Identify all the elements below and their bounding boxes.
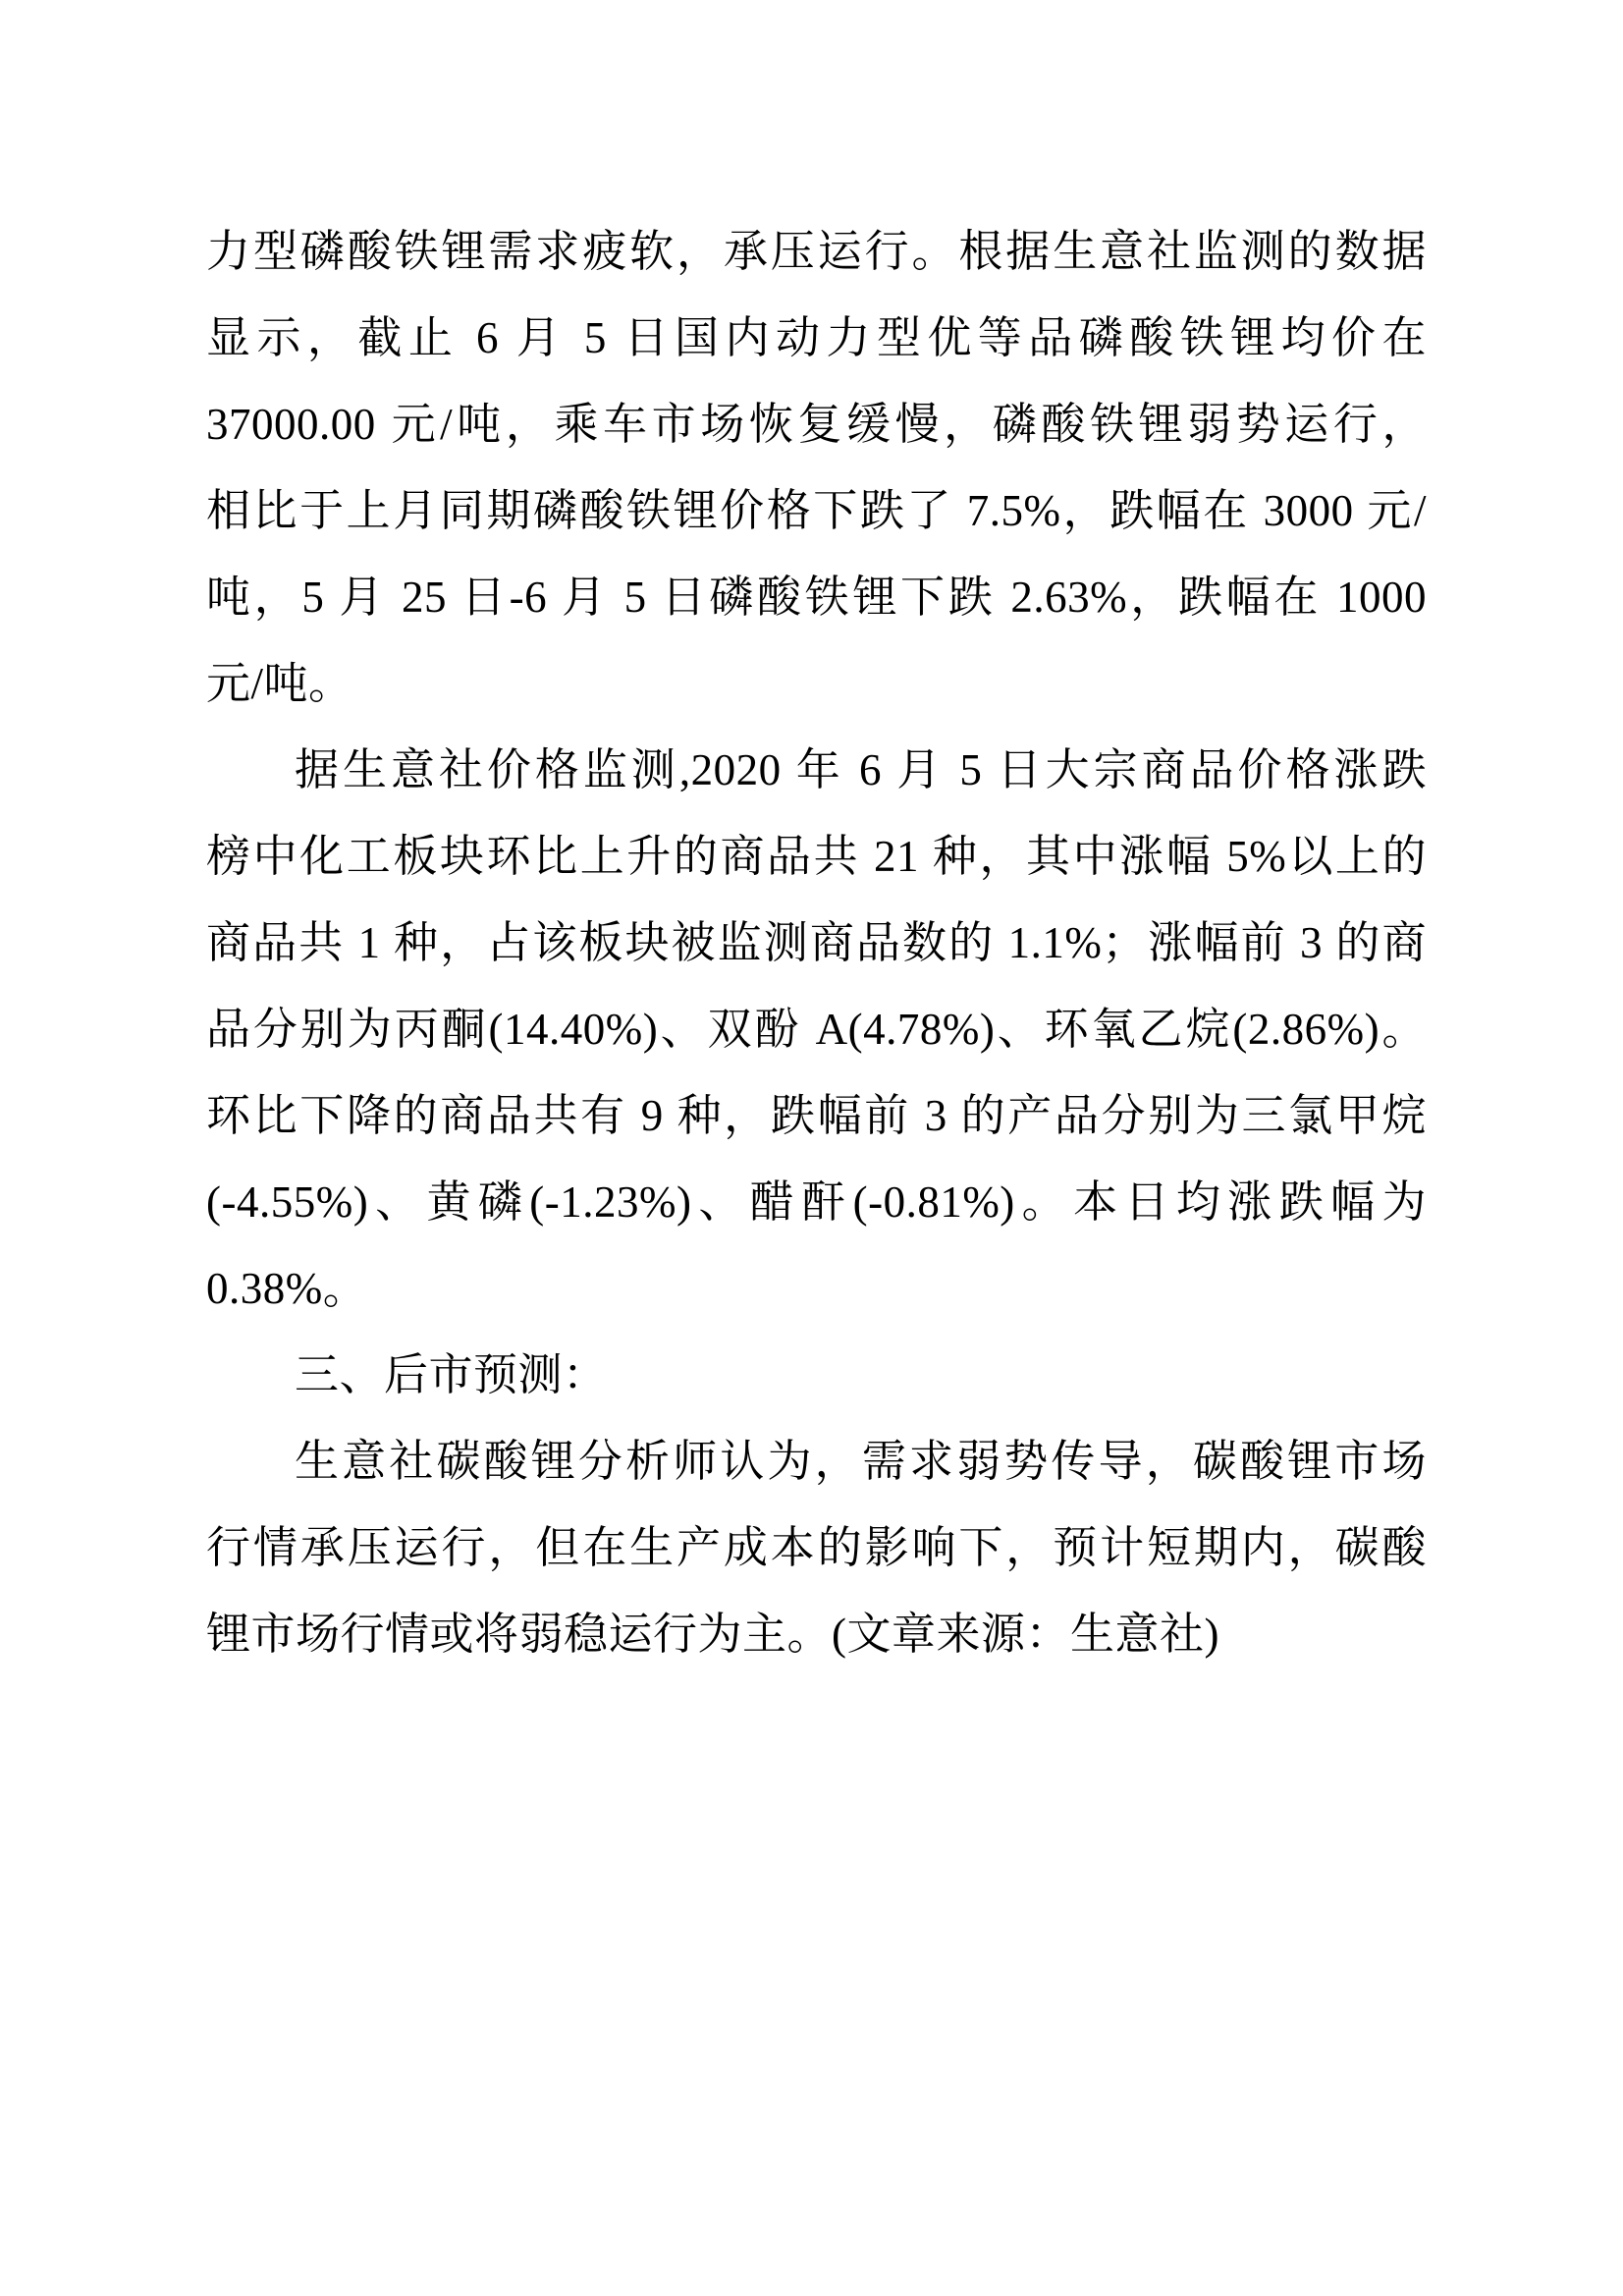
text-line: 元/吨。 [206, 659, 353, 708]
paragraph [206, 1332, 1427, 1418]
text-line: 显示，截止 6 月 5 日国内动力型优等品磷酸铁锂均价在 [206, 313, 1427, 362]
text-line: 据生意社价格监测,2020 年 6 月 5 日大宗商品价格涨跌 [295, 745, 1427, 794]
document-body [206, 208, 1427, 1677]
paragraph [206, 1418, 1427, 1677]
paragraph [206, 727, 1427, 1332]
text-line: 0.38%。 [206, 1264, 368, 1313]
text-line: 三、后市预测： [295, 1350, 608, 1399]
text-line: (-4.55%)、黄磷(-1.23%)、醋酐(-0.81%)。本日均涨跌幅为 [206, 1177, 1427, 1227]
text-line: 商品共 1 种，占该板块被监测商品数的 1.1%；涨幅前 3 的商 [206, 918, 1427, 967]
text-line: 相比于上月同期磷酸铁锂价格下跌了 7.5%，跌幅在 3000 元/ [206, 486, 1427, 535]
text-line: 品分别为丙酮(14.40%)、双酚 A(4.78%)、环氧乙烷(2.86%)。 [206, 1005, 1427, 1054]
text-line: 生意社碳酸锂分析师认为，需求弱势传导，碳酸锂市场 [295, 1437, 1427, 1486]
text-line: 吨，5 月 25 日-6 月 5 日磷酸铁锂下跌 2.63%，跌幅在 1000 [206, 573, 1427, 622]
text-line: 行情承压运行，但在生产成本的影响下，预计短期内，碳酸 [206, 1523, 1427, 1572]
text-line: 37000.00 元/吨，乘车市场恢复缓慢，磷酸铁锂弱势运行， [206, 400, 1427, 449]
paragraph [206, 208, 1427, 727]
text-line: 力型磷酸铁锂需求疲软，承压运行。根据生意社监测的数据 [206, 227, 1427, 276]
text-line: 榜中化工板块环比上升的商品共 21 种，其中涨幅 5%以上的 [206, 832, 1427, 881]
text-line: 环比下降的商品共有 9 种，跌幅前 3 的产品分别为三氯甲烷 [206, 1091, 1427, 1140]
text-line: 锂市场行情或将弱稳运行为主。(文章来源：生意社) [206, 1610, 1219, 1659]
